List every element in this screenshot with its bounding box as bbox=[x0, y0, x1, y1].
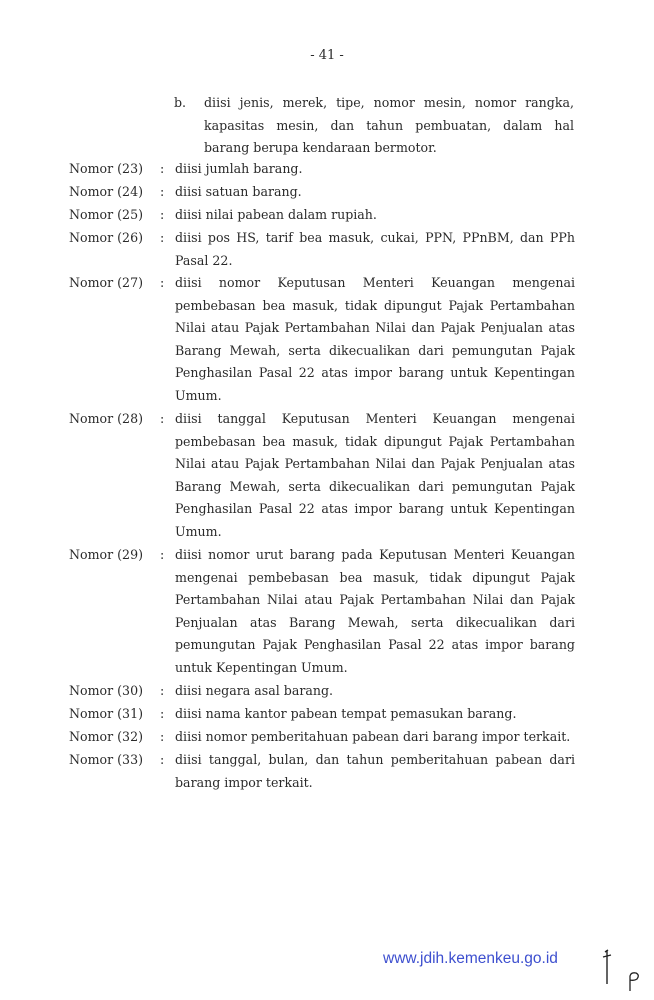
entry-29 bbox=[69, 544, 575, 680]
entry-key: Nomor (24) bbox=[69, 184, 144, 199]
entry-separator: : bbox=[160, 230, 165, 245]
entry-text: diisi nomor urut barang pada Keputusan Menteri Keuangan mengenai pembebasan bea masuk, tidak dipungut Pajak Pertambahan Nilai atau Pajak Pertambahan Nilai dan Pajak Penjualan atas Barang Mewah, serta dikecualikan dari pemungutan Pajak Penghasilan Pasal 22 atas impor barang untuk Kepentingan Umum. bbox=[175, 547, 575, 675]
entry-24 bbox=[69, 181, 575, 204]
entry-text: diisi tanggal, bulan, dan tahun pemberitahuan pabean dari barang impor terkait. bbox=[175, 752, 575, 790]
sub-item-text: diisi jenis, merek, tipe, nomor mesin, nomor rangka, kapasitas mesin, dan tahun pembuatan, dalam hal barang berupa kendaraan bermotor. bbox=[204, 95, 574, 156]
footer-url-link[interactable]: www.jdih.kemenkeu.go.id bbox=[383, 950, 558, 967]
entry-23 bbox=[69, 158, 575, 181]
entry-text: diisi negara asal barang. bbox=[175, 683, 334, 698]
entry-28 bbox=[69, 408, 575, 544]
entry-separator: : bbox=[160, 706, 165, 721]
entry-25 bbox=[69, 204, 575, 227]
entry-text: diisi jumlah barang. bbox=[175, 161, 303, 176]
entry-32 bbox=[69, 726, 575, 749]
entry-text: diisi tanggal Keputusan Menteri Keuangan mengenai pembebasan bea masuk, tidak dipungut Pajak Pertambahan Nilai atau Pajak Pertambahan Nilai dan Pajak Penjualan atas Barang Mewah, serta dikecualikan dari pemungutan Pajak Penghasilan Pasal 22 atas impor barang untuk Kepentingan Umum. bbox=[175, 411, 575, 539]
entry-key: Nomor (27) bbox=[69, 275, 144, 290]
page-number: - 41 - bbox=[310, 48, 344, 63]
entry-separator: : bbox=[160, 184, 165, 199]
initial-mark-icon bbox=[626, 970, 642, 992]
entry-text: diisi nama kantor pabean tempat pemasukan barang. bbox=[175, 706, 517, 721]
initial-signature-icon bbox=[600, 948, 614, 986]
entry-30 bbox=[69, 680, 575, 703]
entry-33 bbox=[69, 749, 575, 794]
entry-key: Nomor (32) bbox=[69, 729, 144, 744]
entry-key: Nomor (30) bbox=[69, 683, 144, 698]
entry-27 bbox=[69, 272, 575, 408]
entry-key: Nomor (28) bbox=[69, 411, 144, 426]
entry-separator: : bbox=[160, 207, 165, 222]
entry-key: Nomor (29) bbox=[69, 547, 144, 562]
entry-separator: : bbox=[160, 729, 165, 744]
entry-key: Nomor (31) bbox=[69, 706, 144, 721]
entry-key: Nomor (25) bbox=[69, 207, 144, 222]
entry-separator: : bbox=[160, 683, 165, 698]
entry-text: diisi nilai pabean dalam rupiah. bbox=[175, 207, 377, 222]
entry-key: Nomor (23) bbox=[69, 161, 144, 176]
entry-26 bbox=[69, 227, 575, 272]
sub-item-b bbox=[174, 92, 574, 160]
entry-key: Nomor (33) bbox=[69, 752, 144, 767]
entry-separator: : bbox=[160, 547, 165, 562]
entry-text: diisi nomor pemberitahuan pabean dari barang impor terkait. bbox=[175, 729, 571, 744]
entry-key: Nomor (26) bbox=[69, 230, 144, 245]
entry-separator: : bbox=[160, 161, 165, 176]
entry-separator: : bbox=[160, 275, 165, 290]
entry-31 bbox=[69, 703, 575, 726]
entry-separator: : bbox=[160, 752, 165, 767]
sub-item-label: b. bbox=[174, 95, 187, 110]
entry-text: diisi pos HS, tarif bea masuk, cukai, PPN, PPnBM, dan PPh Pasal 22. bbox=[175, 230, 575, 268]
entry-text: diisi satuan barang. bbox=[175, 184, 302, 199]
entry-separator: : bbox=[160, 411, 165, 426]
entry-text: diisi nomor Keputusan Menteri Keuangan mengenai pembebasan bea masuk, tidak dipungut Pajak Pertambahan Nilai atau Pajak Pertambahan Nilai dan Pajak Penjualan atas Barang Mewah, serta dikecualikan dari pemungutan Pajak Penghasilan Pasal 22 atas impor barang untuk Kepentingan Umum. bbox=[175, 275, 575, 403]
